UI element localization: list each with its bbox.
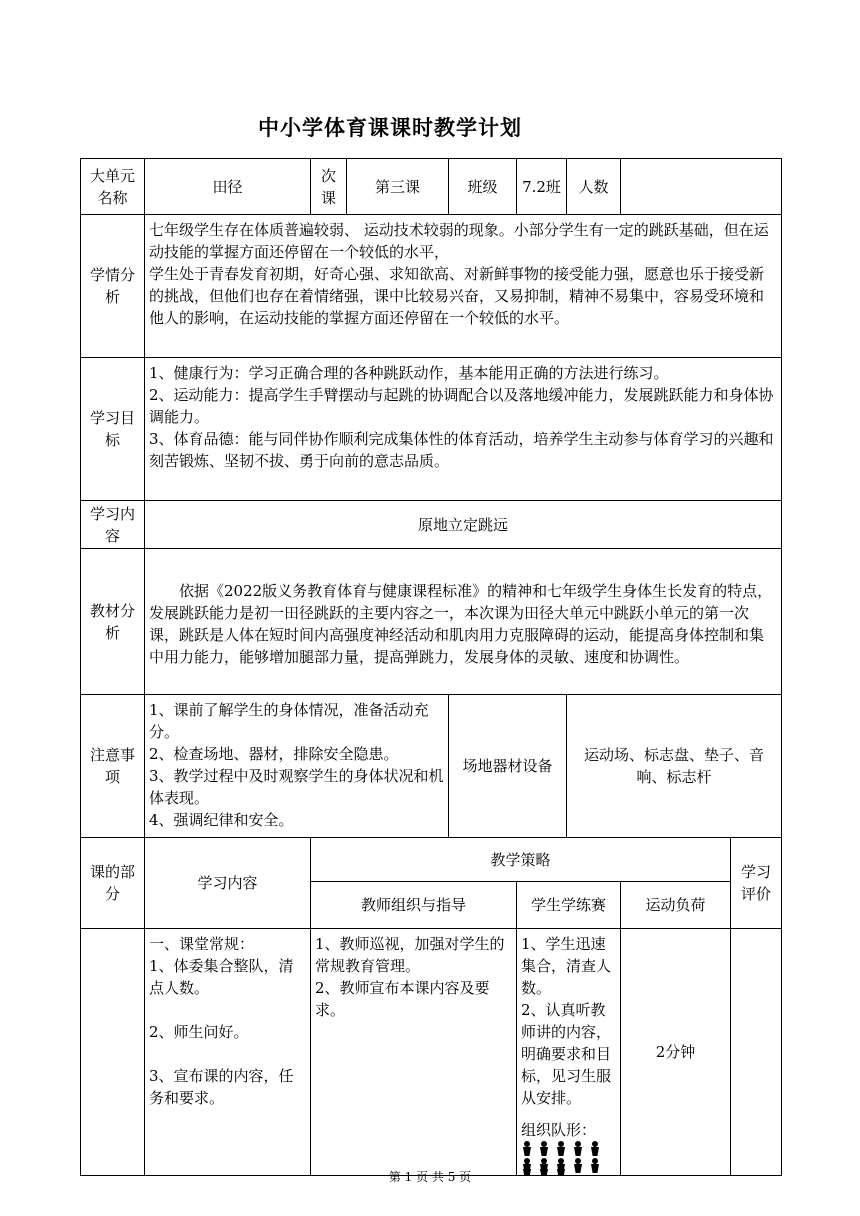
- column-header-row: [81, 838, 782, 882]
- row-learn: [145, 929, 311, 1176]
- content-label: 学习内容: [81, 501, 145, 549]
- header-row: [81, 159, 782, 215]
- student-line: 组织队形：: [521, 1121, 597, 1139]
- class-label: 班级: [449, 159, 517, 215]
- col-load: 运动负荷: [621, 882, 731, 929]
- page-footer: 第 1 页 共 5 页: [388, 1170, 472, 1184]
- formation-row-1: [521, 1141, 616, 1158]
- content-value: 原地立定跳远: [145, 501, 782, 549]
- student-figure-icon: [538, 1141, 550, 1157]
- student-line: 1、学生迅速集合，清查人数。: [521, 935, 612, 997]
- col-learn: 学习内容: [145, 838, 311, 929]
- lesson-row: [81, 929, 782, 1176]
- teacher-line: 1、教师巡视，加强对学生的常规教育管理。: [315, 935, 505, 975]
- goal-item: 3、体育品德：能与同伴协作顺利完成集体性的体育活动，培养学生主动参与体育学习的兴趣和刻苦锻炼、坚韧不拔、勇于向前的意志品质。: [149, 430, 774, 470]
- note-item: 2、检查场地、器材，排除安全隐患。: [149, 745, 399, 763]
- notes-label: 注意事项: [81, 695, 145, 838]
- goals-text: [145, 358, 782, 501]
- row-eval: [731, 929, 782, 1176]
- count-value: [621, 159, 782, 215]
- col-student: 学生学练赛: [517, 882, 621, 929]
- content-row: [81, 501, 782, 549]
- notes-text: [145, 695, 449, 838]
- equipment-value: 运动场、标志盘、垫子、音响、标志杆: [567, 695, 782, 838]
- goal-item: 1、健康行为：学习正确合理的各种跳跃动作，基本能用正确的方法进行练习。: [149, 364, 669, 382]
- goals-row: [81, 358, 782, 501]
- student-figure-icon: [555, 1141, 567, 1157]
- student-figure-icon: [589, 1141, 601, 1157]
- goal-item: 2、运动能力：提高学生手臂摆动与起跳的协调配合以及落地缓冲能力，发展跳跃能力和身体协调能力。: [149, 386, 774, 426]
- row-student: [517, 929, 621, 1176]
- page-title: 中小学体育课课时教学计划: [258, 115, 522, 140]
- row-teacher: [311, 929, 517, 1176]
- learn-line: 3、宣布课的内容，任务和要求。: [149, 1067, 294, 1107]
- note-item: 3、教学过程中及时观察学生的身体状况和机体表现。: [149, 767, 444, 807]
- unit-label: 大单元名称: [89, 166, 135, 207]
- goals-label: 学习目标: [81, 358, 145, 501]
- learn-line: 一、课堂常规：: [149, 935, 255, 953]
- learn-line: 1、体委集合整队，清点人数。: [149, 957, 294, 997]
- analysis-label: 学情分析: [81, 215, 145, 358]
- equipment-label: 场地器材设备: [449, 695, 567, 838]
- col-part: 课的部分: [81, 838, 145, 929]
- col-strategy: 教学策略: [311, 838, 731, 882]
- lesson-plan-table: [80, 158, 782, 1176]
- notes-row: [81, 695, 782, 838]
- col-eval: 学习评价: [731, 838, 782, 929]
- material-row: [81, 549, 782, 695]
- count-label: 人数: [567, 159, 621, 215]
- material-text: [145, 549, 782, 695]
- row-load: 2分钟: [621, 929, 731, 1176]
- analysis-text: [145, 215, 782, 358]
- note-item: 4、强调纪律和安全。: [149, 811, 294, 829]
- lesson-value: 第三课: [347, 159, 449, 215]
- unit-value: 田径: [145, 159, 311, 215]
- student-line: 2、认真听教师讲的内容，明确要求和目标，见习生服从安排。: [521, 1001, 612, 1107]
- student-figure-icon: [521, 1141, 533, 1157]
- note-item: 1、课前了解学生的身体情况，准备活动充分。: [149, 701, 429, 741]
- analysis-row: [81, 215, 782, 358]
- row-part: [81, 929, 145, 1176]
- lesson-label: 次课: [311, 159, 347, 215]
- student-figure-icon: [572, 1141, 584, 1157]
- analysis-line: 学生处于青春发育初期，好奇心强、求知欲高、对新鲜事物的接受能力强，愿意也乐于接受新的挑战，但他们也存在着情绪强，课中比较易兴奋，又易抑制，精神不易集中，容易受环境和他人的影响，在运动技能的掌握方面还停留在一个较低的水平。: [149, 265, 765, 327]
- material-paragraph: 依据《2022版义务教育体育与健康课程标准》的精神和七年级学生身体生长发育的特点，发展跳跃能力是初一田径跳跃的主要内容之一，本次课为田径大单元中跳跃小单元的第一次课，跳跃是人体在短时间内高强度神经活动和肌肉用力克服障碍的运动，能提高身体控制和集中用力能力，能够增加腿部力量，提高弹跳力，发展身体的灵敏、速度和协调性。: [149, 581, 773, 666]
- class-value: 7.2班: [517, 159, 567, 215]
- teacher-line: 2、教师宣布本课内容及要求。: [315, 979, 490, 1019]
- analysis-line: 七年级学生存在体质普遍较弱、 运动技术较弱的现象。小部分学生有一定的跳跃基础，但在运动技能的掌握方面还停留在一个较低的水平，: [149, 221, 769, 261]
- col-teacher: 教师组织与指导: [311, 882, 517, 929]
- material-label: 教材分析: [81, 549, 145, 695]
- unit-label-cell: [81, 159, 145, 215]
- learn-line: 2、师生问好。: [149, 1023, 249, 1041]
